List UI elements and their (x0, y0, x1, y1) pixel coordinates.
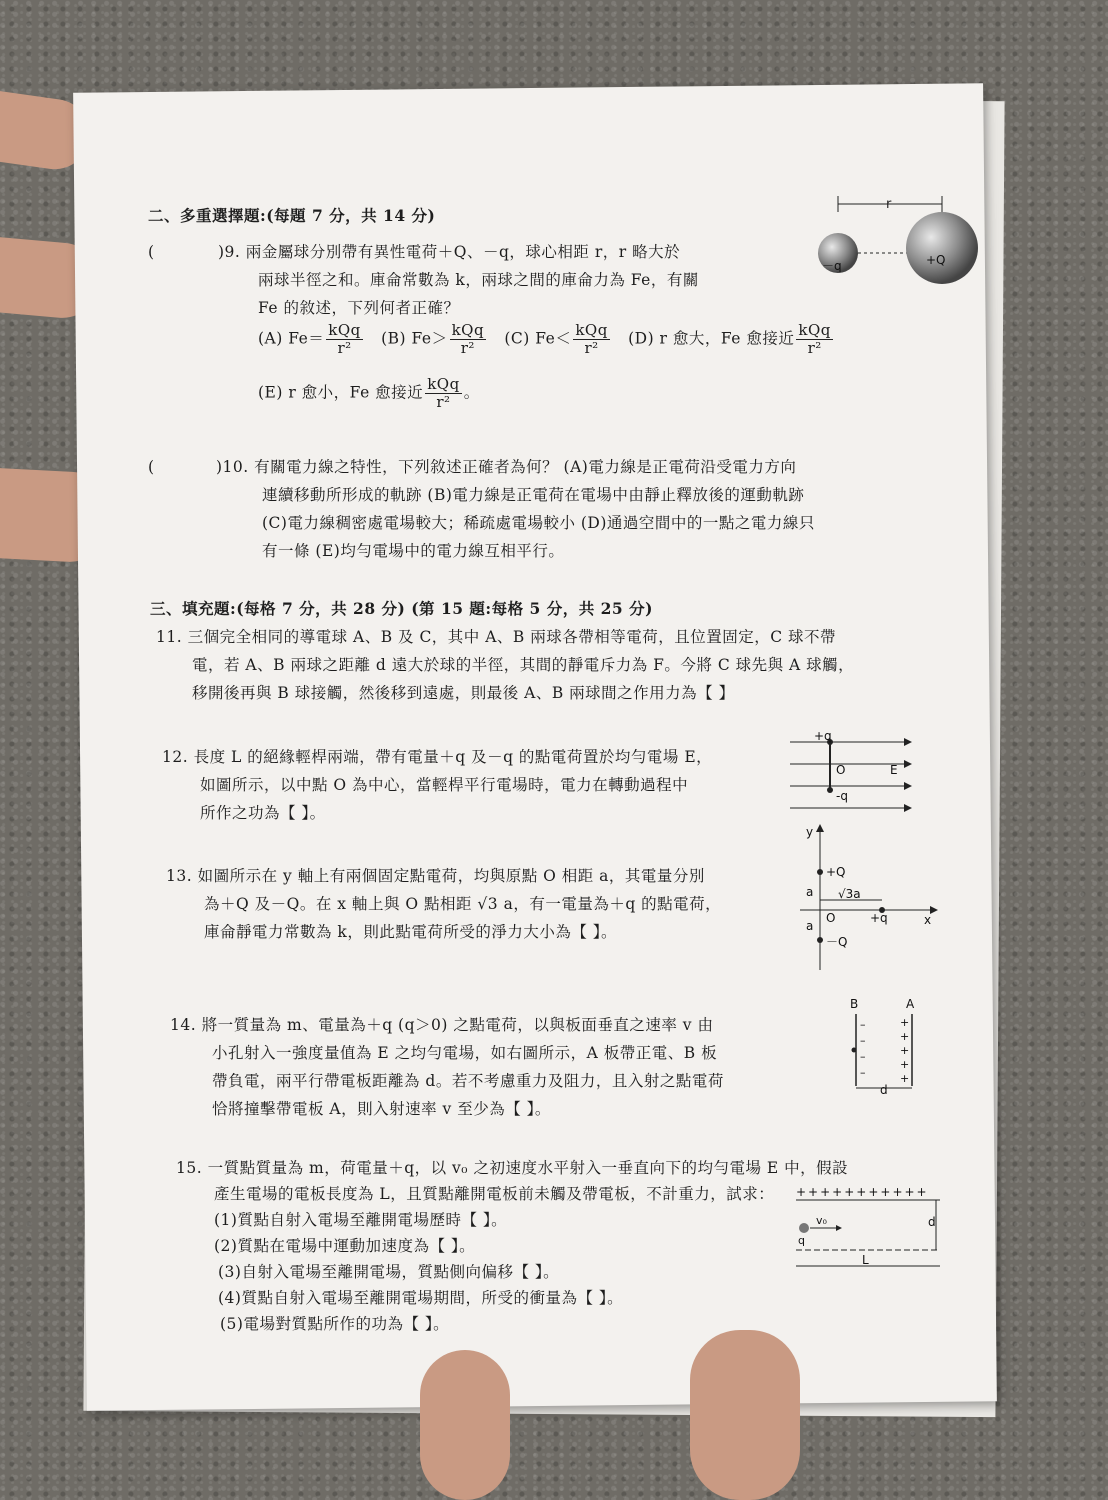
q9-line3: Fe 的敘述，下列何者正確？ (258, 299, 460, 317)
q9-answer-paren: ( (148, 243, 155, 261)
q13-fig-a-top-label: a (806, 885, 814, 899)
q9-options-row1 (258, 322, 835, 357)
q9-line1: )9. 兩金屬球分別帶有異性電荷＋Q、－q，球心相距 r，r 略大於 (218, 243, 681, 261)
q9-option-e: (E) r 愈小，Fe 愈接近 (258, 383, 424, 402)
q14-line3: 帶負電，兩平行帶電板距離為 d。若不考慮重力及阻力，且入射之點電荷 (212, 1072, 724, 1090)
q12-line3: 所作之功為【 】。 (200, 804, 326, 822)
q9-fig-r-label: r (886, 197, 892, 212)
q15-fig-plus-row: +++++++++++ (796, 1185, 929, 1199)
q9-fig-big-label: +Q (926, 253, 946, 267)
svg-text:+: + (900, 1044, 910, 1057)
q11-line2: 電，若 A、B 兩球之距離 d 遠大於球的半徑，其間的靜電斥力為 F。今將 C 球先與 A 球觸， (192, 656, 855, 674)
q13-line3: 庫侖靜電力常數為 k，則此點電荷所受的淨力大小為【 】。 (204, 923, 617, 941)
q10-line2: 連續移動所形成的軌跡 (B)電力線是正電荷在電場中由靜止釋放後的運動軌跡 (262, 486, 805, 504)
q9-figure (808, 190, 988, 290)
q9-option-a: (A) Fe＝ (258, 329, 325, 348)
q15-fig-d-label: d (928, 1215, 936, 1229)
section3-header: 三、填充題:(每格 7 分，共 28 分) (第 15 題:每格 5 分，共 25 分) (150, 599, 653, 618)
q9-option-b-fraction: $\frac{\text{kQq}}{\text{r²}}$ (451, 321, 485, 357)
q13-line2: 為＋Q 及－Q。在 x 軸上與 O 點相距 √3 a，有一電量為＋q 的點電荷， (204, 895, 722, 913)
svg-text:+: + (900, 1016, 910, 1029)
q9-fig-small-label: －q (822, 259, 842, 273)
q13-fig-y-label: y (806, 825, 814, 839)
svg-text:–: – (860, 1066, 866, 1079)
q14-line2: 小孔射入一強度量值為 E 之均勻電場，如右圖所示，A 板帶正電、B 板 (212, 1044, 718, 1062)
q14-figure (842, 996, 924, 1098)
q11-line1: 11. 三個完全相同的導電球 A、B 及 C，其中 A、B 兩球各帶相等電荷，且位置固定，C 球不帶 (156, 628, 837, 646)
q15-sub5: (5)電場對質點所作的功為【 】。 (220, 1315, 450, 1333)
svg-text:–: – (860, 1018, 866, 1031)
q11-line3: 移開後再與 B 球接觸，然後移到遠處，則最後 A、B 兩球間之作用力為【 】 (192, 684, 735, 702)
q12-fig-plus-label: +q (814, 730, 832, 743)
q15-line2: 產生電場的電板長度為 L，且質點離開電板前未觸及帶電板，不計重力，試求： (214, 1185, 775, 1203)
svg-text:+: + (900, 1072, 910, 1085)
q13-fig-o-label: O (826, 911, 836, 925)
q12-fig-o-label: O (836, 763, 846, 777)
svg-text:–: – (860, 1050, 866, 1063)
q13-fig-nq-label: －Q (826, 935, 848, 949)
svg-text:+: + (900, 1030, 910, 1043)
q14-fig-d-label: d (880, 1083, 888, 1097)
q13-fig-q-label: +q (870, 911, 888, 925)
q9-line2: 兩球半徑之和。庫侖常數為 k，兩球之間的庫侖力為 Fe，有關 (258, 271, 699, 289)
q9-fig-big-sphere (906, 212, 978, 284)
section2-header: 二、多重選擇題:(每題 7 分，共 14 分) (148, 206, 436, 225)
q15-fig-v0-label: v₀ (816, 1214, 827, 1227)
q10-line3: (C)電力線稠密處電場較大；稀疏處電場較小 (D)通過空間中的一點之電力線只 (262, 514, 815, 532)
q14-line4: 恰將撞擊帶電板 A，則入射速率 v 至少為【 】。 (212, 1100, 551, 1118)
q13-fig-x-label: x (924, 913, 932, 927)
q10-answer-paren: ( (148, 458, 155, 476)
q15-fig-q-label: q (798, 1234, 805, 1247)
q15-fig-l-label: L (862, 1253, 869, 1267)
q12-fig-e-label: E (890, 763, 898, 777)
q15-line1: 15. 一質點質量為 m，荷電量＋q，以 v₀ 之初速度水平射入一垂直向下的均勻電場 E 中，假設 (176, 1159, 849, 1177)
q15-sub2: (2)質點在電場中運動加速度為【 】。 (214, 1237, 476, 1255)
q9-option-b: (B) Fe＞ (381, 329, 448, 348)
q9-option-e-fraction: $\frac{\text{kQq}}{\text{r²}}$ (427, 375, 460, 411)
svg-text:–: – (860, 1034, 866, 1047)
q9-options-row2: (E) r 愈小，Fe 愈接近 $\frac{\text{kQq}}{\text{r²}}$ 。 (258, 375, 480, 411)
q9-option-c-fraction: $\frac{\text{kQq}}{\text{r²}}$ (575, 321, 608, 357)
q13-fig-pq-label: +Q (826, 865, 846, 879)
q15-sub4: (4)質點自射入電場至離開電場期間，所受的衝量為【 】。 (218, 1289, 624, 1307)
q9-option-d-fraction: $\frac{\text{kQq}}{\text{r²}}$ (798, 321, 831, 357)
q12-figure (786, 730, 916, 812)
q9-option-d: (D) r 愈大，Fe 愈接近 (628, 329, 795, 348)
q12-line2: 如圖所示，以中點 O 為中心，當輕桿平行電場時，電力在轉動過程中 (200, 776, 689, 794)
q9-option-c: (C) Fe＜ (504, 329, 572, 348)
q13-line1: 13. 如圖所示在 y 軸上有兩個固定點電荷，均與原點 O 相距 a，其電量分別 (166, 867, 705, 885)
q15-figure (790, 1178, 950, 1278)
q14-line1: 14. 將一質量為 m、電量為＋q (q＞0) 之點電荷，以與板面垂直之速率 v 由 (170, 1016, 714, 1034)
q10-line1: )10. 有關電力線之特性，下列敘述正確者為何？ (A)電力線是正電荷沿受電力方向 (216, 458, 797, 476)
q14-fig-a-label: A (906, 997, 915, 1011)
svg-text:+: + (900, 1058, 910, 1071)
q12-line1: 12. 長度 L 的絕緣輕桿兩端，帶有電量＋q 及－q 的點電荷置於均勻電場 E， (162, 748, 713, 766)
q9-option-a-fraction: $\frac{\text{kQq}}{\text{r²}}$ (328, 321, 361, 357)
q15-sub1: (1)質點自射入電場至離開電場歷時【 】。 (214, 1211, 508, 1229)
q15-sub3: (3)自射入電場至離開電場，質點側向偏移【 】。 (218, 1263, 560, 1281)
q12-fig-minus-label: -q (836, 789, 848, 803)
q13-fig-dist-label: √3a (838, 887, 861, 901)
q13-fig-a-bottom-label: a (806, 919, 814, 933)
q14-fig-b-label: B (850, 997, 859, 1011)
q10-line4: 有一條 (E)均勻電場中的電力線互相平行。 (262, 542, 565, 560)
q13-figure (796, 822, 942, 974)
